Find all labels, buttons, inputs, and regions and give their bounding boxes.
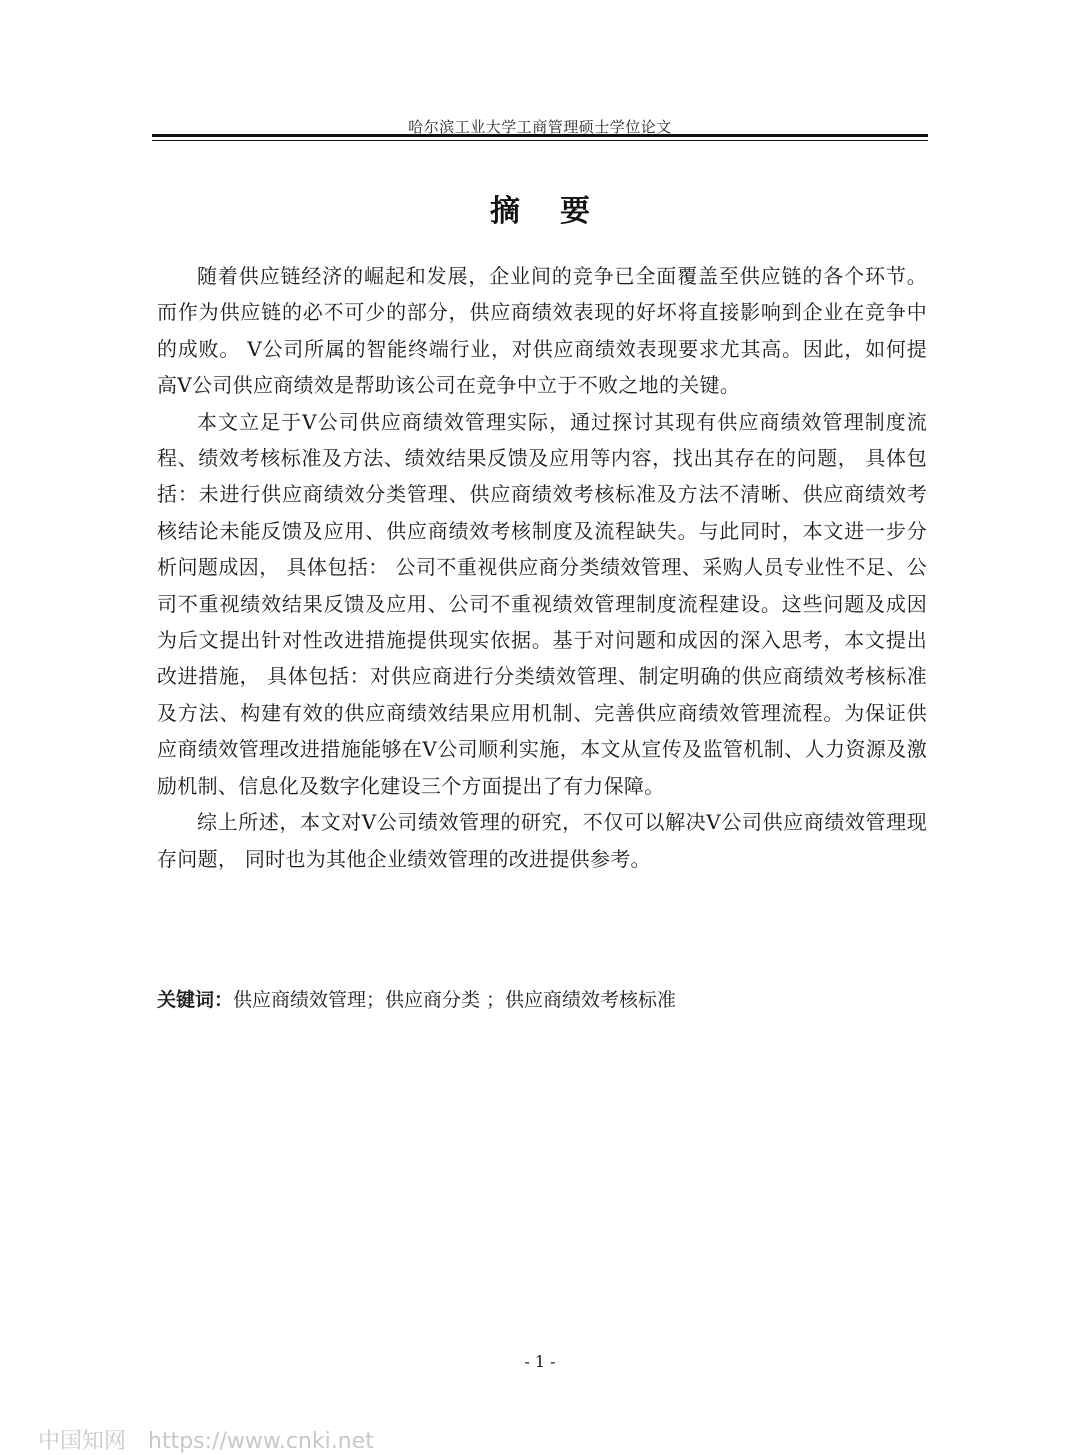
abstract-body <box>157 258 927 877</box>
abstract-paragraph-2: 本文立足于V公司供应商绩效管理实际，通过探讨其现有供应商绩效管理制度流程、绩效考核标准及方法、绩效结果反馈及应用等内容，找出其存在的问题， 具体包括：未进行供应商绩效分类管理、供应商绩效考核标准及方法不清晰、供应商绩效考核结论未能反馈及应用、供应商绩效考核制度及流程缺失。与此同时，本文进一步分析问题成因， 具体包括： 公司不重视供应商分类绩效管理、采购人员专业性不足、公司不重视绩效结果反馈及应用、公司不重视绩效管理制度流程建设。这些问题及成因为后文提出针对性改进措施提供现实依据。基于对问题和成因的深入思考，本文提出改进措施， 具体包括：对供应商进行分类绩效管理、制定明确的供应商绩效考核标准及方法、构建有效的供应商绩效结果应用机制、完善供应商绩效管理流程。为保证供应商绩效管理改进措施能够在V公司顺利实施，本文从宣传及监管机制、人力资源及激励机制、信息化及数字化建设三个方面提出了有力保障。 <box>157 409 927 798</box>
abstract-paragraph-1: 随着供应链经济的崛起和发展，企业间的竞争已全面覆盖至供应链的各个环节。而作为供应链的必不可少的部分，供应商绩效表现的好坏将直接影响到企业在竞争中的成败。 V公司所属的智能终端行业，对供应商绩效表现要求尤其高。因此，如何提高V公司供应商绩效是帮助该公司在竞争中立于不败之地的关键。 <box>157 264 927 398</box>
watermark-url: https://www.cnki.net <box>148 1429 374 1454</box>
header-rule-thin <box>152 140 928 141</box>
keywords-text: 供应商绩效管理；供应商分类 ；供应商绩效考核标准 <box>233 989 677 1011</box>
running-header: 哈尔滨工业大学工商管理硕士学位论文 <box>408 118 672 136</box>
header-rule-thick <box>152 134 928 137</box>
page-number: - 1 - <box>524 1352 556 1371</box>
abstract-paragraph-3: 综上所述，本文对V公司绩效管理的研究，不仅可以解决V公司供应商绩效管理现存问题， 同时也为其他企业绩效管理的改进提供参考。 <box>157 810 927 871</box>
page-title: 摘要 <box>490 194 630 229</box>
watermark-site: 中国知网 <box>38 1429 127 1454</box>
keywords-line <box>157 984 927 1016</box>
keywords-label: 关键词： <box>157 989 234 1011</box>
